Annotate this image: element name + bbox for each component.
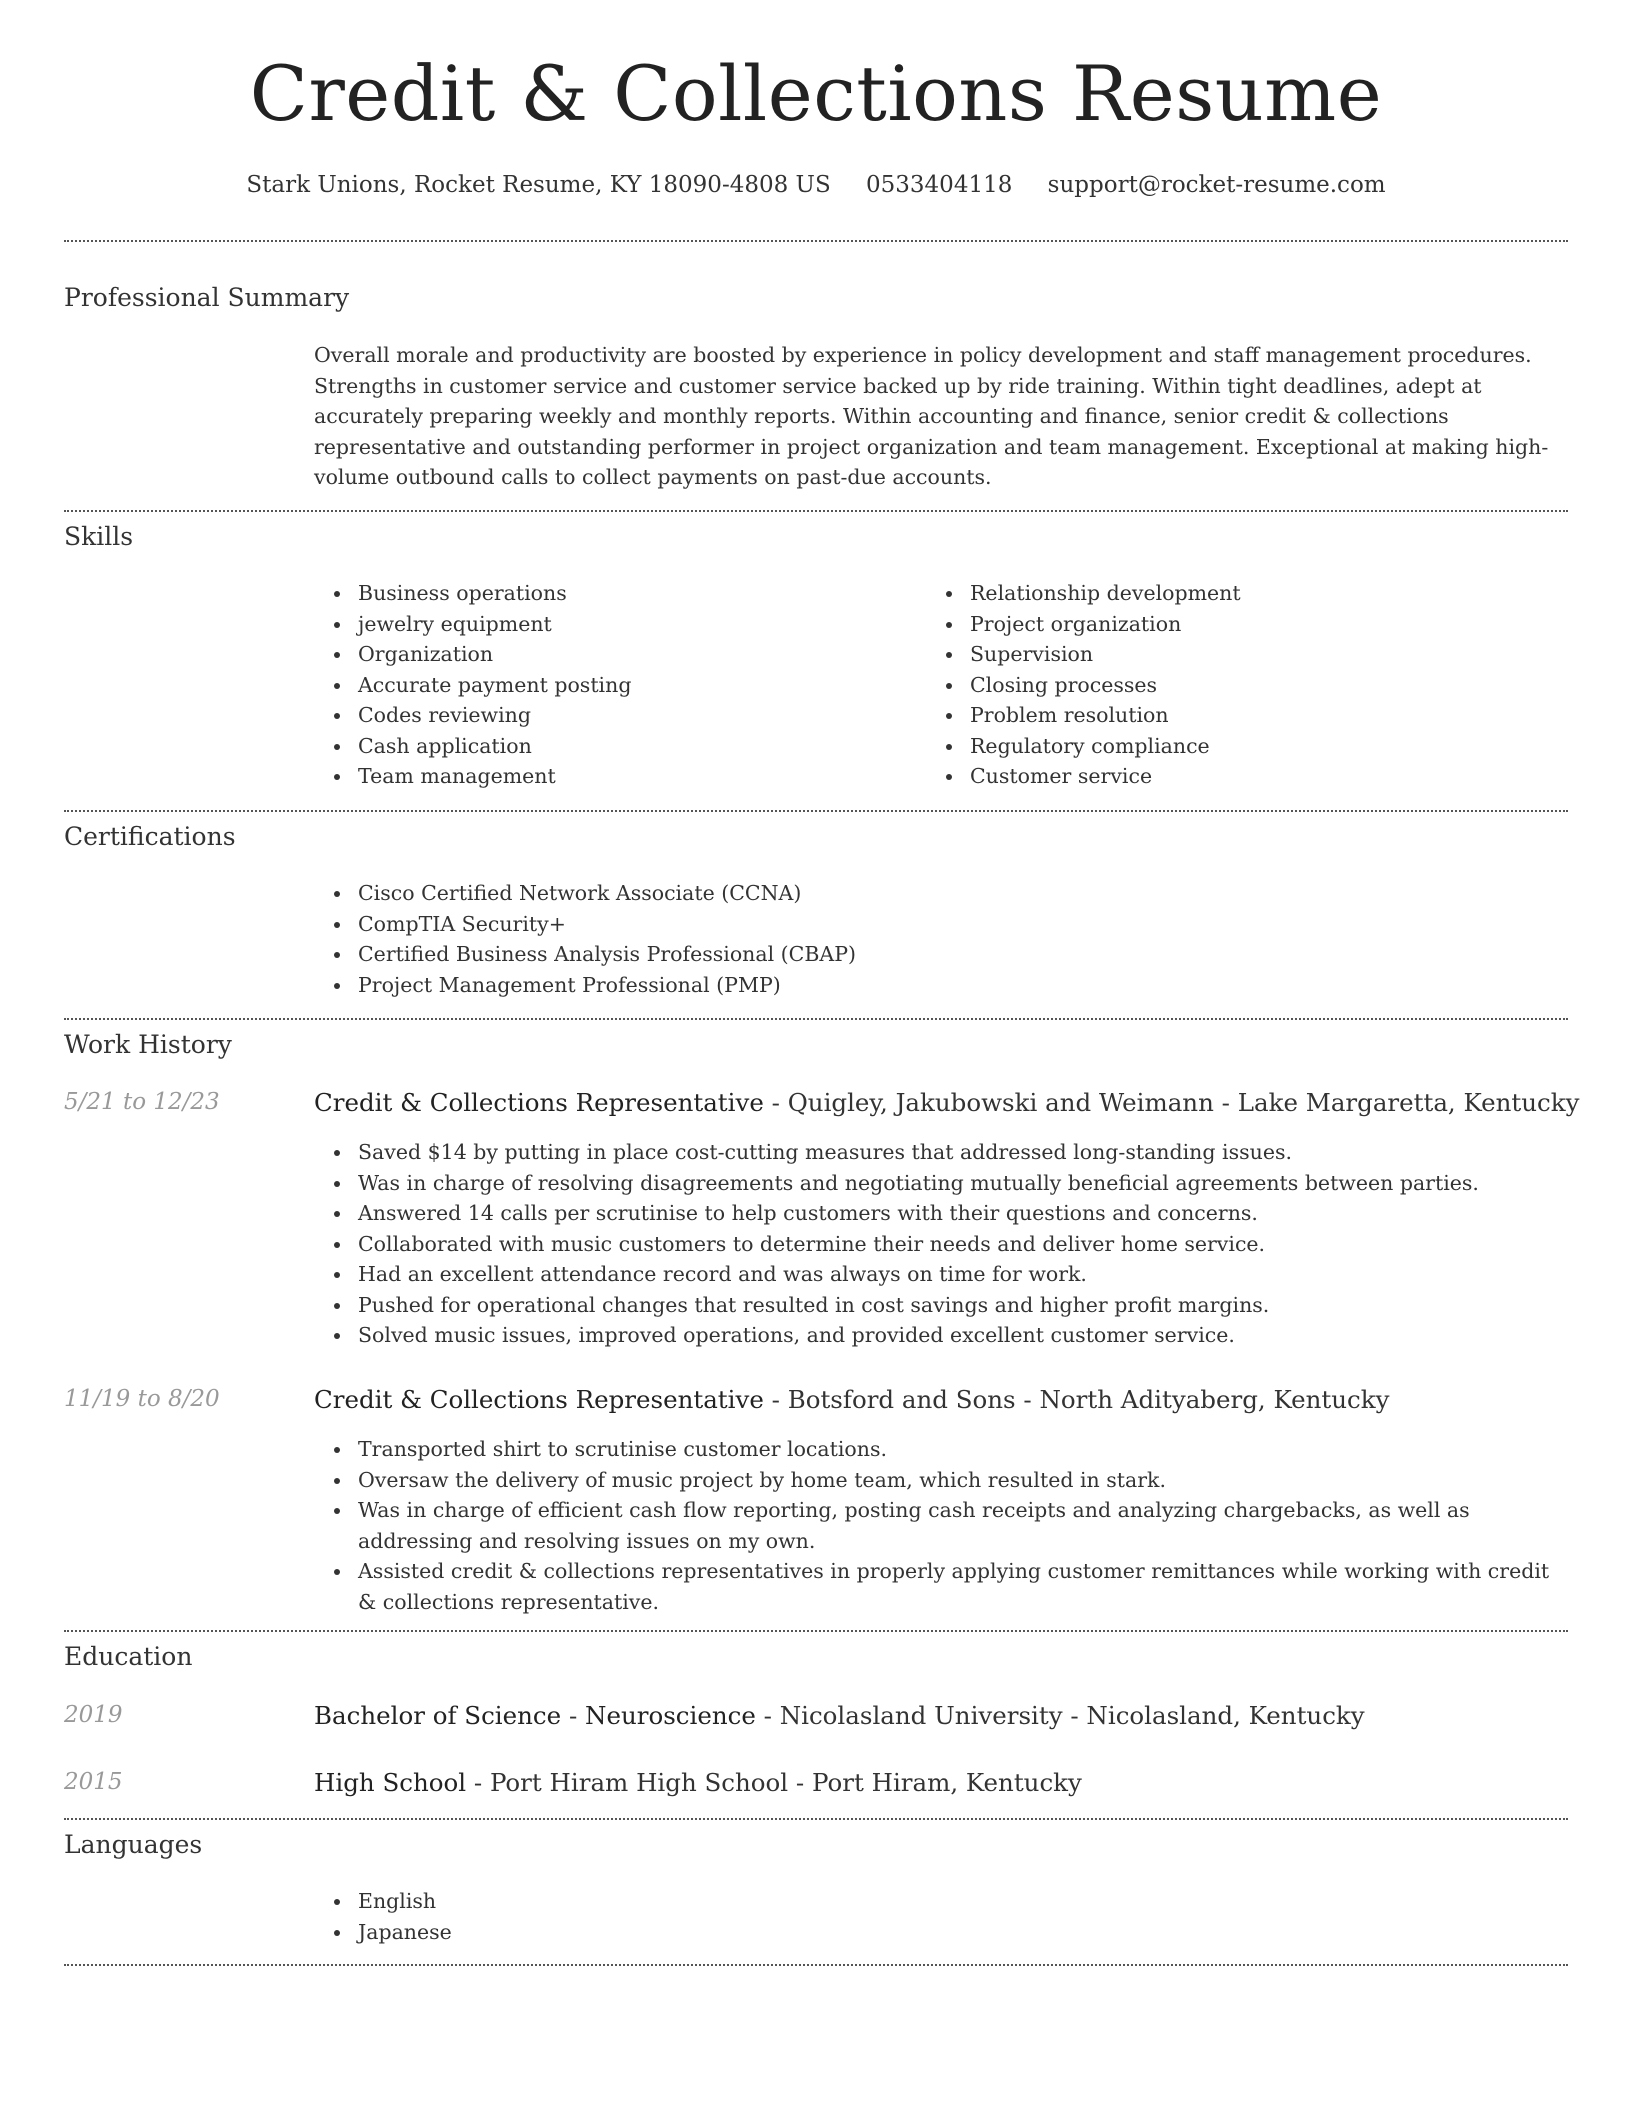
job-heading: Credit & Collections Representative - Quigley, Jakubowski and Weimann - Lake Margaretta, Kentucky [314, 1088, 1580, 1117]
job-bullet: Pushed for operational changes that resulted in cost savings and higher profit margins. [314, 1290, 1568, 1321]
education-location: Nicolasland, Kentucky [1086, 1701, 1365, 1730]
job-bullet: Saved $14 by putting in place cost-cutting measures that addressed long-standing issues. [314, 1137, 1568, 1168]
resume-title: Credit & Collections Resume [249, 49, 1383, 138]
contact-address: Stark Unions, Rocket Resume, KY 18090-4808 US [246, 172, 831, 198]
skill-item: Customer service [926, 761, 1526, 792]
skill-item: Project organization [926, 609, 1526, 640]
job-dates: 11/19 to 8/20 [64, 1386, 220, 1412]
section-title-summary: Professional Summary [64, 283, 350, 312]
divider [64, 510, 1568, 512]
certification-item: CompTIA Security+ [314, 909, 1568, 940]
job-role: Credit & Collections Representative [314, 1088, 764, 1117]
section-title-work: Work History [64, 1030, 232, 1059]
language-item: English [314, 1886, 1568, 1917]
certification-item: Cisco Certified Network Associate (CCNA) [314, 878, 1568, 909]
divider [64, 1818, 1568, 1820]
skill-item: Codes reviewing [314, 700, 914, 731]
languages-list [314, 1886, 1568, 1947]
job-bullet: Solved music issues, improved operations, and provided excellent customer service. [314, 1320, 1568, 1351]
skill-item: Relationship development [926, 578, 1526, 609]
education-year: 2019 [64, 1702, 123, 1728]
skill-item: Problem resolution [926, 700, 1526, 731]
job-bullet: Was in charge of efficient cash flow reporting, posting cash receipts and analyzing chargebacks, as well as addressing and resolving issues on my own. [314, 1495, 1568, 1556]
skill-item: jewelry equipment [314, 609, 914, 640]
education-location: Port Hiram, Kentucky [812, 1768, 1082, 1797]
job-location: Lake Margaretta, Kentucky [1237, 1088, 1580, 1117]
section-title-languages: Languages [64, 1830, 203, 1859]
job-bullet: Was in charge of resolving disagreements and negotiating mutually beneficial agreements between parties. [314, 1168, 1568, 1199]
skill-item: Organization [314, 639, 914, 670]
skill-item: Supervision [926, 639, 1526, 670]
education-school: Nicolasland University [779, 1701, 1063, 1730]
divider [64, 240, 1568, 242]
contact-line [64, 172, 1568, 198]
section-title-education: Education [64, 1642, 193, 1671]
certification-item: Certified Business Analysis Professional (CBAP) [314, 939, 1568, 970]
divider [64, 1630, 1568, 1632]
language-item: Japanese [314, 1917, 1568, 1948]
job-bullets [314, 1137, 1568, 1351]
job-location: North Adityaberg, Kentucky [1039, 1385, 1390, 1414]
education-degree: High School [314, 1768, 467, 1797]
education-field: Neuroscience [585, 1701, 756, 1730]
contact-email: support@rocket-resume.com [1047, 172, 1386, 198]
contact-phone: 0533404118 [866, 172, 1013, 198]
job-bullets [314, 1434, 1568, 1617]
summary-text: Overall morale and productivity are boosted by experience in policy development and staff management procedures. Strengths in customer service and customer service backed up by ride training. Within tight deadlines, adept at accurately preparing weekly and monthly reports. Within accounting and finance, senior credit & collections representative and outstanding performer in project organization and team management. Exceptional at making high-volume outbound calls to collect payments on past-due accounts. [314, 343, 1549, 489]
job-heading: Credit & Collections Representative - Botsford and Sons - North Adityaberg, Kentucky [314, 1385, 1390, 1414]
job-company: Quigley, Jakubowski and Weimann [787, 1088, 1214, 1117]
education-degree: Bachelor of Science [314, 1701, 562, 1730]
certification-item: Project Management Professional (PMP) [314, 970, 1568, 1001]
education-school: Port Hiram High School [489, 1768, 789, 1797]
section-title-skills: Skills [64, 522, 134, 551]
job-bullet: Had an excellent attendance record and was always on time for work. [314, 1259, 1568, 1290]
section-title-certifications: Certifications [64, 822, 236, 851]
skills-list-right [926, 578, 1526, 792]
skill-item: Accurate payment posting [314, 670, 914, 701]
education-year: 2015 [64, 1769, 123, 1795]
education-heading: Bachelor of Science - Neuroscience - Nicolasland University - Nicolasland, Kentucky [314, 1701, 1365, 1730]
skill-item: Closing processes [926, 670, 1526, 701]
job-bullet: Oversaw the delivery of music project by home team, which resulted in stark. [314, 1465, 1568, 1496]
job-bullet: Assisted credit & collections representatives in properly applying customer remittances while working with credit & collections representative. [314, 1556, 1568, 1617]
certifications-list [314, 878, 1568, 1000]
divider [64, 1964, 1568, 1966]
job-bullet: Transported shirt to scrutinise customer locations. [314, 1434, 1568, 1465]
job-dates: 5/21 to 12/23 [64, 1089, 220, 1115]
skill-item: Business operations [314, 578, 914, 609]
divider [64, 810, 1568, 812]
skill-item: Team management [314, 761, 914, 792]
skills-list-left [314, 578, 914, 792]
skill-item: Regulatory compliance [926, 731, 1526, 762]
job-company: Botsford and Sons [787, 1385, 1016, 1414]
job-bullet: Answered 14 calls per scrutinise to help customers with their questions and concerns. [314, 1198, 1568, 1229]
job-role: Credit & Collections Representative [314, 1385, 764, 1414]
education-heading: High School - Port Hiram High School - Port Hiram, Kentucky [314, 1768, 1082, 1797]
skill-item: Cash application [314, 731, 914, 762]
job-bullet: Collaborated with music customers to determine their needs and deliver home service. [314, 1229, 1568, 1260]
divider [64, 1018, 1568, 1020]
